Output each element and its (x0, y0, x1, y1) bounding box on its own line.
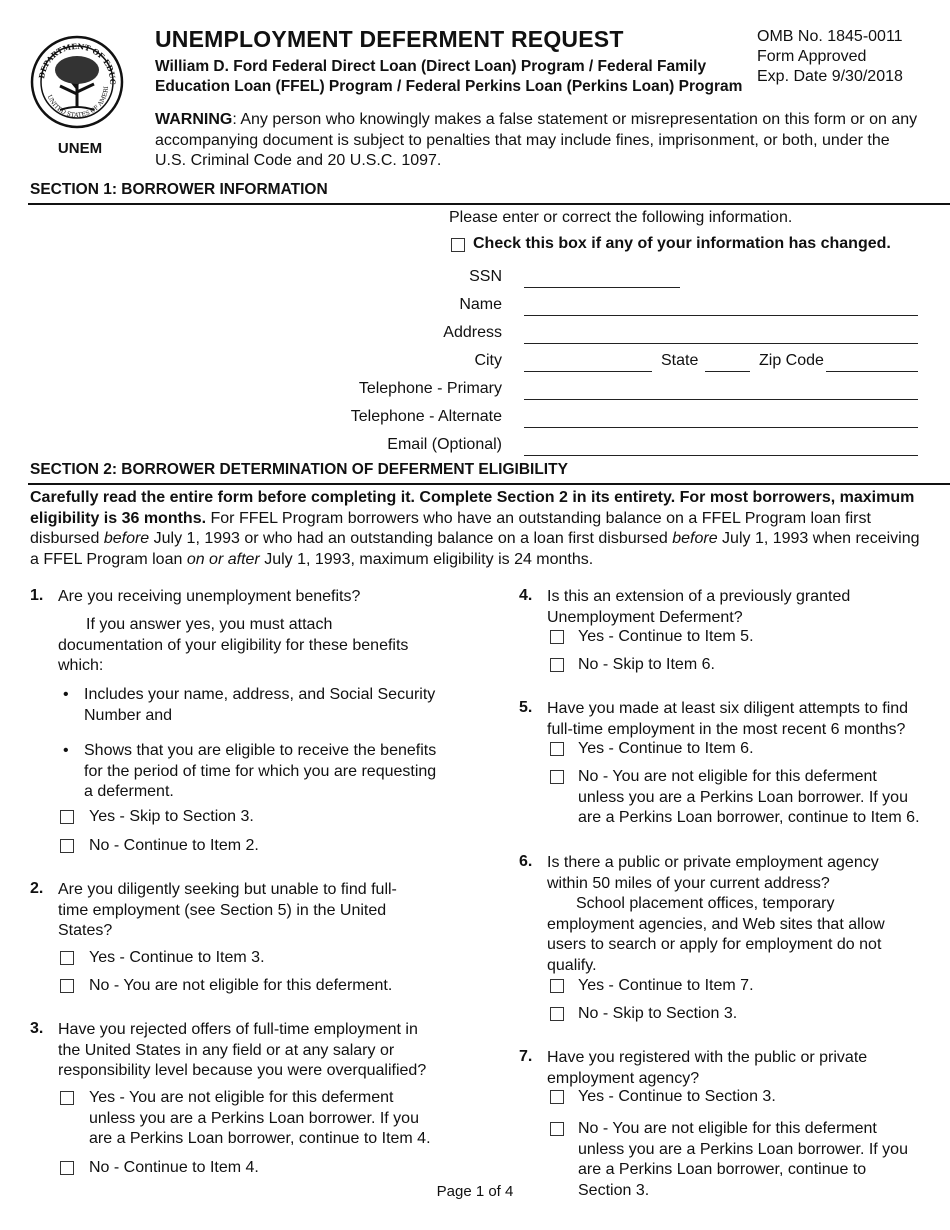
q3-no-label: No - Continue to Item 4. (89, 1159, 259, 1176)
section1-rule (28, 203, 950, 205)
q6-note: School placement offices, temporary employment agencies, and Web sites that allow users to search or apply for employment do not qualify. (547, 895, 885, 974)
q1-bullet-1: Includes your name, address, and Social Security Number and (84, 686, 436, 724)
zip-field[interactable] (826, 371, 918, 372)
q1-number: 1. (30, 587, 44, 604)
q5-no-checkbox[interactable] (550, 770, 564, 784)
q4-no-label: No - Skip to Item 6. (578, 656, 715, 673)
q3-yes-checkbox[interactable] (60, 1091, 74, 1105)
q2-yes-checkbox[interactable] (60, 951, 74, 965)
q3-yes-label: Yes - You are not eligible for this deferment unless you are a Perkins Loan borrower. If you are a Perkins Loan borrower, continue to Item 4. (89, 1089, 431, 1147)
q5-yes-label: Yes - Continue to Item 6. (578, 740, 754, 757)
info-changed-label: Check this box if any of your information has changed. (473, 235, 891, 252)
city-label: City (474, 352, 502, 369)
q2-no-label: No - You are not eligible for this deferment. (89, 977, 393, 994)
q3-text: Have you rejected offers of full-time employment in the United States in any field or at any salary or responsibility level because you were overqualified? (58, 1021, 427, 1079)
intro-part2: July 1, 1993 or who had an outstanding balance on a loan first disbursed (149, 530, 673, 547)
q1-no-label: No - Continue to Item 2. (89, 837, 259, 854)
q3-number: 3. (30, 1020, 44, 1037)
warning-label: WARNING (155, 111, 233, 128)
q5-no-label: No - You are not eligible for this deferment unless you are a Perkins Loan borrower. If you are a Perkins Loan borrower, continue to Item 6. (578, 768, 920, 826)
q2-number: 2. (30, 880, 44, 897)
address-field[interactable] (524, 343, 918, 344)
warning-text: : Any person who knowingly makes a false statement or misrepresentation on this form or on any accompanying document is subject to penalties that may include fines, imprisonment, or both, under the U.S. Criminal Code and 20 U.S.C. 1097. (155, 111, 918, 169)
q7-text: Have you registered with the public or private employment agency? (547, 1049, 868, 1087)
address-label: Address (443, 324, 502, 341)
name-field[interactable] (524, 315, 918, 316)
expiration-date: Exp. Date 9/30/2018 (757, 68, 903, 85)
q2-no-checkbox[interactable] (60, 979, 74, 993)
intro-onafter: on or after (186, 550, 260, 568)
q6-yes-label: Yes - Continue to Item 7. (578, 977, 754, 994)
section2-intro (30, 488, 925, 570)
tel-primary-label: Telephone - Primary (358, 380, 502, 397)
q5-text: Have you made at least six diligent attempts to find full-time employment in the most recent 6 months? (547, 700, 909, 738)
ssn-field[interactable] (524, 287, 680, 288)
department-of-education-seal (30, 28, 124, 136)
q1-yes-label: Yes - Skip to Section 3. (89, 808, 254, 825)
svg-text:UNITED STATES OF AMERICA: UNITED STATES OF AMERI (45, 86, 111, 120)
bullet-icon: • (63, 686, 69, 703)
bullet-icon: • (63, 742, 69, 759)
q1-text: Are you receiving unemployment benefits? (58, 588, 361, 605)
q6-number: 6. (519, 853, 533, 870)
intro-before1: before (103, 530, 150, 547)
q4-number: 4. (519, 587, 533, 604)
q4-no-checkbox[interactable] (550, 658, 564, 672)
omb-info (757, 27, 903, 87)
tel-alternate-label: Telephone - Alternate (350, 408, 502, 425)
q2-yes-label: Yes - Continue to Item 3. (89, 949, 265, 966)
q6-no-label: No - Skip to Section 3. (578, 1005, 738, 1022)
q7-number: 7. (519, 1048, 533, 1065)
section2-title: SECTION 2: BORROWER DETERMINATION OF DEFERMENT ELIGIBILITY (30, 461, 568, 478)
q2-text: Are you diligently seeking but unable to find full-time employment (see Section 5) in the United States? (58, 881, 397, 939)
q5-number: 5. (519, 699, 533, 716)
intro-part4: July 1, 1993, maximum eligibility is 24 months. (259, 550, 594, 568)
state-field[interactable] (705, 371, 750, 372)
form-approved: Form Approved (757, 48, 867, 65)
intro-part3: July 1, 1993 when receiving a FFEL Program loan (30, 530, 920, 568)
section1-prompt: Please enter or correct the following information. (449, 209, 793, 226)
q5-yes-checkbox[interactable] (550, 742, 564, 756)
email-label: Email (Optional) (387, 436, 502, 453)
q7-yes-label: Yes - Continue to Section 3. (578, 1088, 776, 1105)
email-field[interactable] (524, 455, 918, 456)
form-code: UNEM (57, 140, 103, 157)
q6-text: Is there a public or private employment agency within 50 miles of your current address? (547, 854, 879, 892)
form-title: UNEMPLOYMENT DEFERMENT REQUEST (155, 26, 624, 52)
state-label: State (661, 352, 699, 369)
q6-no-checkbox[interactable] (550, 1007, 564, 1021)
intro-part1: For FFEL Program borrowers who have an outstanding balance on a FFEL Program loan first disbursed (30, 509, 871, 547)
form-subtitle: William D. Ford Federal Direct Loan (Direct Loan) Program / Federal Family Education Loan (FFEL) Program / Federal Perkins Loan (Perkins Loan) Program (155, 58, 743, 95)
ssn-label: SSN (469, 268, 502, 285)
info-changed-checkbox[interactable] (451, 238, 465, 252)
q4-yes-checkbox[interactable] (550, 630, 564, 644)
q1-yes-checkbox[interactable] (60, 810, 74, 824)
omb-number: OMB No. 1845-0011 (757, 28, 903, 45)
page-number: Page 1 of 4 (436, 1183, 514, 1200)
q7-no-label: No - You are not eligible for this deferment unless you are a Perkins Loan borrower. If you are a Perkins Loan borrower, continue to Section 3. (578, 1120, 908, 1199)
zip-label: Zip Code (759, 352, 824, 369)
q1-no-checkbox[interactable] (60, 839, 74, 853)
q7-no-checkbox[interactable] (550, 1122, 564, 1136)
q7-yes-checkbox[interactable] (550, 1090, 564, 1104)
q4-text: Is this an extension of a previously granted Unemployment Deferment? (547, 588, 851, 626)
name-label: Name (459, 296, 502, 313)
section1-title: SECTION 1: BORROWER INFORMATION (30, 181, 328, 198)
q1-bullet-2: Shows that you are eligible to receive the benefits for the period of time for which you are requesting a deferment. (84, 742, 437, 800)
city-field[interactable] (524, 371, 652, 372)
q1-note: If you answer yes, you must attach documentation of your eligibility for these benefits which: (58, 616, 409, 674)
section2-rule (28, 483, 950, 485)
svg-text:DEPARTMENT OF EDUCATION: DEPARTMENT OF EDUC (37, 41, 118, 85)
q3-no-checkbox[interactable] (60, 1161, 74, 1175)
tel-primary-field[interactable] (524, 399, 918, 400)
intro-bold: Carefully read the entire form before completing it. Complete Section 2 in its entirety. For most borrowers, maximum eligibility is 36 months. (30, 489, 915, 527)
q4-yes-label: Yes - Continue to Item 5. (578, 628, 754, 645)
intro-before2: before (672, 530, 718, 547)
warning-statement (155, 110, 925, 172)
tel-alternate-field[interactable] (524, 427, 918, 428)
q6-yes-checkbox[interactable] (550, 979, 564, 993)
